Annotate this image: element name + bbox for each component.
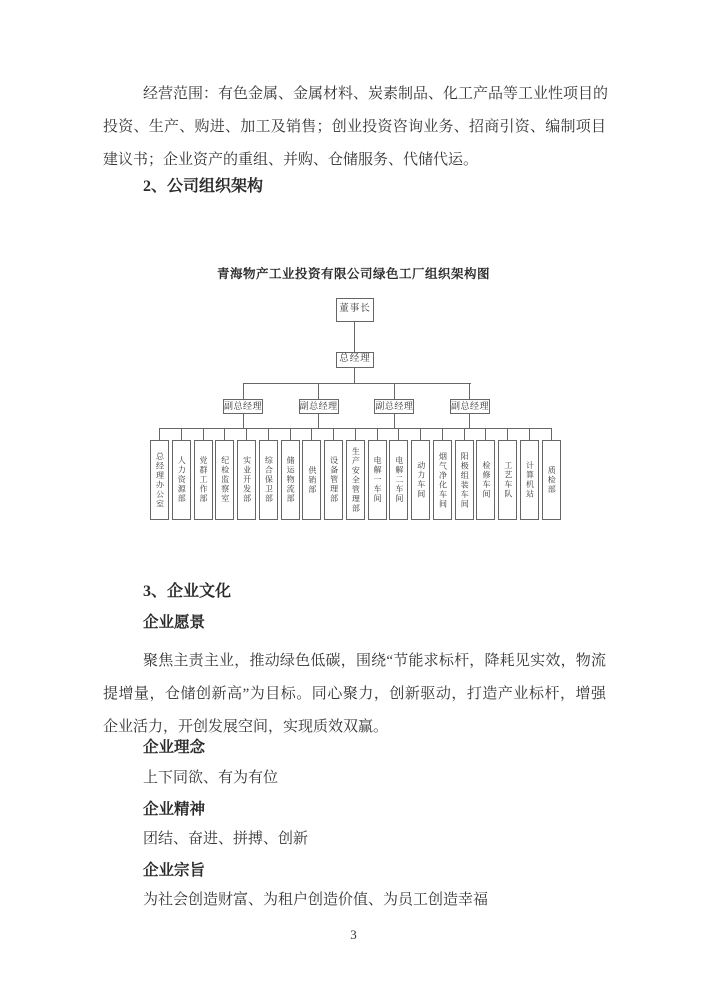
connector-line (354, 322, 355, 352)
org-chart (0, 258, 707, 543)
org-box-department: 质检部 (542, 440, 561, 520)
org-branch (299, 383, 339, 428)
org-department (389, 428, 408, 520)
org-box-department: 人力资源部 (172, 440, 191, 520)
org-box-department: 检修车间 (476, 440, 495, 520)
org-box-department: 电解二车间 (389, 440, 408, 520)
org-box-department: 实业开发部 (237, 440, 256, 520)
org-box-deputy-gm: 副总经理 (299, 399, 339, 414)
org-department (411, 428, 430, 520)
org-department (324, 428, 343, 520)
org-department (281, 428, 300, 520)
page-number: 3 (350, 927, 357, 942)
org-department (520, 428, 539, 520)
org-departments-row (150, 428, 561, 520)
org-department (542, 428, 561, 520)
business-scope-paragraph (103, 78, 609, 177)
paragraph-line: 建议书；企业资产的重组、并购、仓储服务、代储代运。 (103, 152, 479, 168)
paragraph-line: 投资、生产、购进、加工及销售；创业投资咨询业务、招商引资、编制项目 (103, 119, 606, 135)
purpose-text: 为社会创造财富、为租户创造价值、为员工创造幸福 (143, 892, 489, 908)
org-department (455, 428, 474, 520)
paragraph-line: 经营范围：有色金属、金属材料、炭素制品、化工产品等工业性项目的 (143, 86, 609, 102)
section-heading-3: 3、企业文化 (143, 583, 232, 600)
org-box-department: 设备管理部 (324, 440, 343, 520)
org-box-department: 动力车间 (411, 440, 430, 520)
org-box-department: 烟气净化车间 (433, 440, 452, 520)
org-box-department: 生产安全管理部 (346, 440, 365, 520)
org-box-department: 总经理办公室 (150, 440, 169, 520)
org-branch (450, 383, 490, 428)
org-department (150, 428, 169, 520)
paragraph-line: 聚焦主责主业，推动绿色低碳，围绕“节能求标杆，降耗见实效，物流 (143, 653, 606, 669)
org-box-department: 综合保卫部 (259, 440, 278, 520)
org-department (368, 428, 387, 520)
vision-paragraph (103, 645, 606, 744)
org-department (433, 428, 452, 520)
org-department (237, 428, 256, 520)
org-branch (223, 383, 263, 428)
org-department (172, 428, 191, 520)
org-department (476, 428, 495, 520)
org-department (346, 428, 365, 520)
org-box-department: 储运物流部 (281, 440, 300, 520)
org-department (302, 428, 321, 520)
org-chart-title: 青海物产工业投资有限公司绿色工厂组织架构图 (216, 267, 490, 281)
org-box-department: 电解一车间 (368, 440, 387, 520)
org-department (194, 428, 213, 520)
philosophy-text: 上下同欲、有为有位 (143, 770, 279, 786)
org-deputies-row (223, 383, 490, 428)
org-box-department: 纪检监察室 (215, 440, 234, 520)
org-box-deputy-gm: 副总经理 (223, 399, 263, 414)
org-box-general-manager: 总经理 (336, 352, 374, 368)
org-box-deputy-gm: 副总经理 (450, 399, 490, 414)
section-heading-2: 2、公司组织架构 (143, 178, 264, 195)
org-box-department: 工艺车队 (498, 440, 517, 520)
org-box-deputy-gm: 副总经理 (374, 399, 414, 414)
org-box-department: 阳极组装车间 (455, 440, 474, 520)
org-box-department: 党群工作部 (194, 440, 213, 520)
paragraph-line: 企业活力，开创发展空间，实现质效双赢。 (103, 719, 389, 735)
purpose-label: 企业宗旨 (143, 862, 206, 879)
philosophy-label: 企业理念 (143, 739, 206, 756)
org-department (259, 428, 278, 520)
org-branch (374, 383, 414, 428)
org-box-chairman: 董事长 (336, 298, 374, 322)
spirit-text: 团结、奋进、拼搏、创新 (143, 831, 309, 847)
connector-line (354, 368, 355, 383)
paragraph-line: 提增量，仓储创新高”为目标。同心聚力，创新驱动，打造产业标杆，增强 (103, 686, 606, 702)
org-department (215, 428, 234, 520)
spirit-label: 企业精神 (143, 801, 206, 818)
org-box-department: 供销部 (302, 440, 321, 520)
org-box-department: 计算机站 (520, 440, 539, 520)
vision-label: 企业愿景 (143, 614, 206, 631)
org-department (498, 428, 517, 520)
